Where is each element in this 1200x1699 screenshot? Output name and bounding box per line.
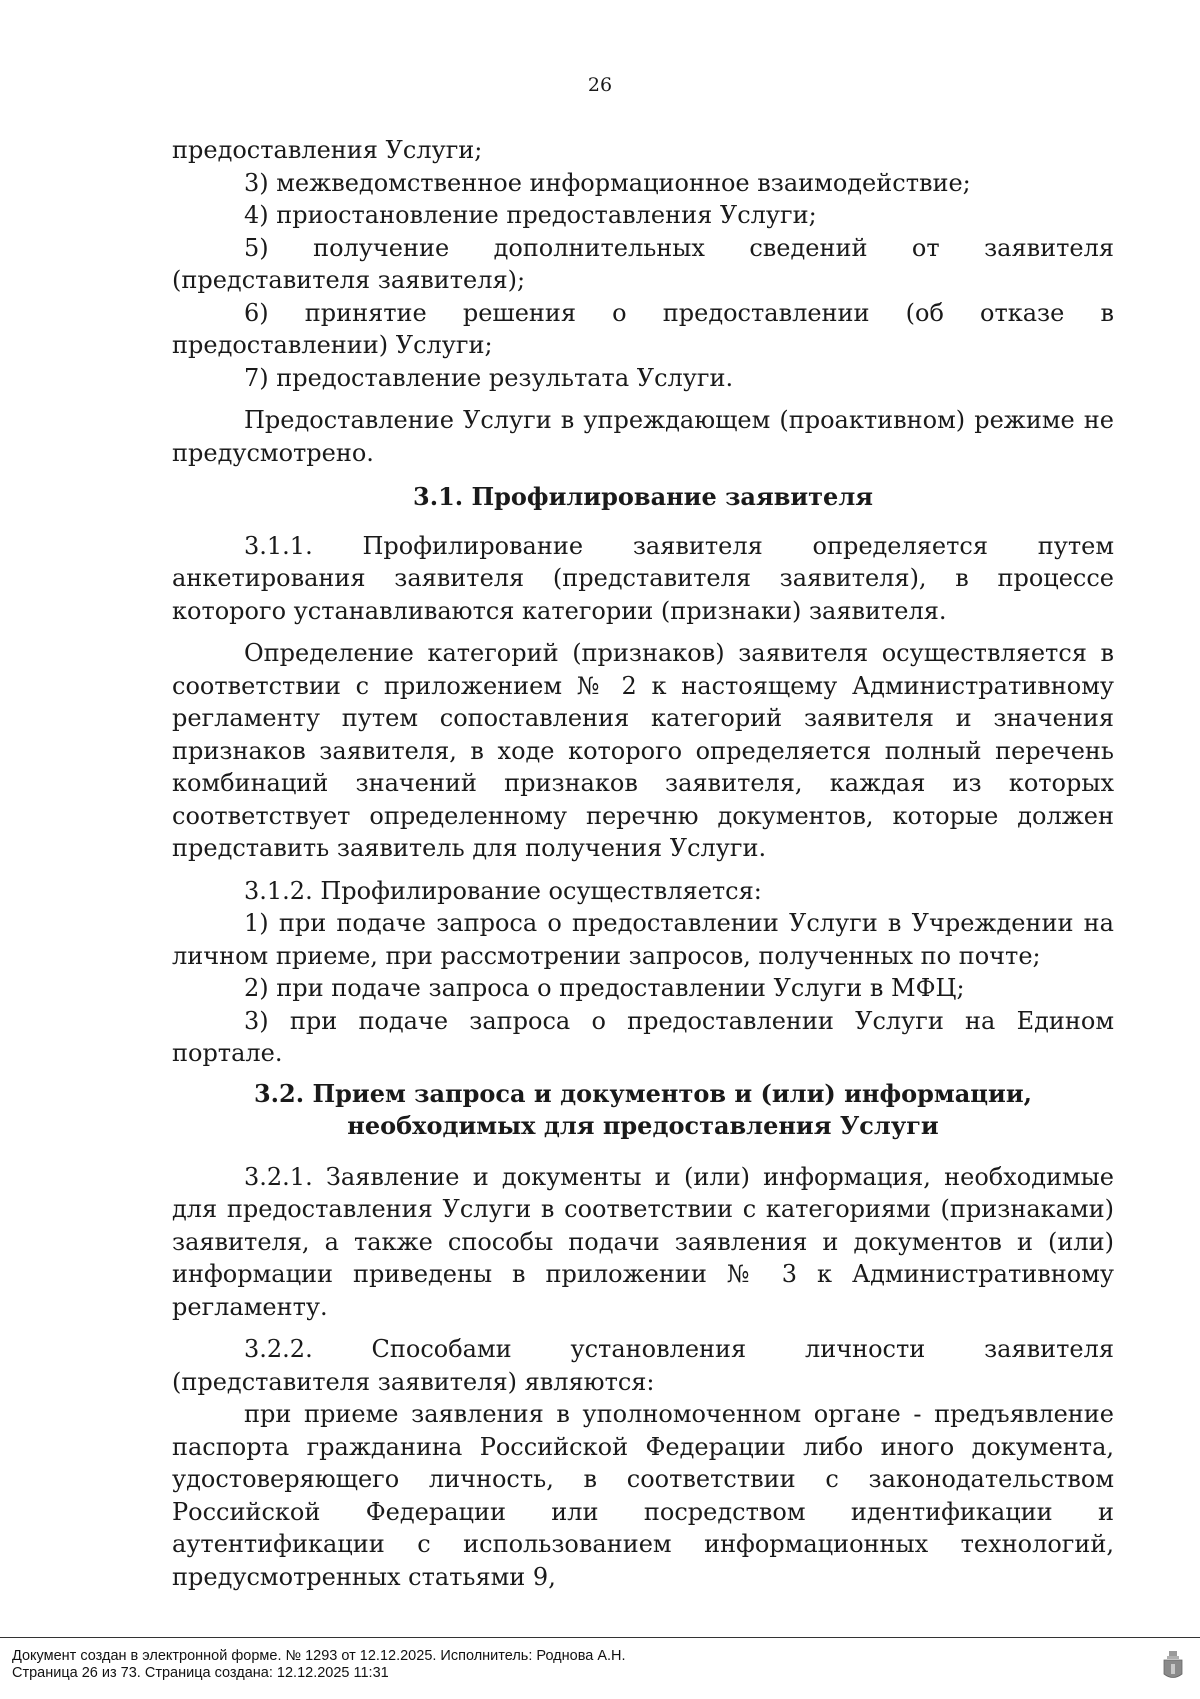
- paragraph: 3.2.2. Способами установления личности заявителя (представителя заявителя) являются:: [172, 1335, 1114, 1396]
- list-item: 6) принятие решения о предоставлении (об отказе в предоставлении) Услуги;: [172, 298, 1114, 359]
- paragraph: при приеме заявления в уполномоченном органе - предъявление паспорта гражданина Российской Федерации либо иного документа, удостоверяющего личность, в соответствии с законодательством Российской Федерации или посредством идентификации и аутентификации с использованием информационных технологий, предусмотренных статьями 9,: [172, 1400, 1114, 1591]
- footer-line-2: Страница 26 из 73. Страница создана: 12.12.2025 11:31: [12, 1665, 389, 1681]
- section-heading: 3.1. Профилирование заявителя: [413, 482, 873, 511]
- footer-line-1: Документ создан в электронной форме. № 1293 от 12.12.2025. Исполнитель: Роднова А.Н.: [12, 1648, 626, 1664]
- list-item: 3) при подаче запроса о предоставлении Услуги на Едином портале.: [172, 1006, 1114, 1067]
- paragraph: Предоставление Услуги в упреждающем (проактивном) режиме не предусмотрено.: [172, 406, 1114, 467]
- list-item: 5) получение дополнительных сведений от заявителя (представителя заявителя);: [172, 233, 1114, 294]
- list-item: 3) межведомственное информационное взаимодействие;: [244, 168, 971, 197]
- coat-of-arms-icon: [1162, 1650, 1184, 1682]
- section-heading: 3.2. Прием запроса и документов и (или) информации, необходимых для предоставления Услуги: [253, 1078, 1032, 1140]
- list-item: 2) при подаче запроса о предоставлении Услуги в МФЦ;: [244, 974, 965, 1002]
- paragraph: предоставления Услуги;: [172, 136, 483, 164]
- list-item: 4) приостановление предоставления Услуги;: [244, 201, 817, 229]
- paragraph: Определение категорий (признаков) заявителя осуществляется в соответствии с приложением № 2 к настоящему Административному регламенту путем сопоставления категорий заявителя и значения признаков заявителя, в ходе которого определяется полный перечень комбинаций значений признаков заявителя, каждая из которых соответствует определенному перечню документов, которые должен представить заявитель для получения Услуги.: [172, 639, 1114, 862]
- paragraph: 3.2.1. Заявление и документы и (или) информация, необходимые для предоставления Услуги в соответствии с категориями (признаками) заявителя, а также способы подачи заявления и документов и (или) информации приведены в приложении № 3 к Административному регламенту.: [172, 1162, 1114, 1321]
- paragraph: 3.1.2. Профилирование осуществляется:: [244, 876, 762, 905]
- list-item: 1) при подаче запроса о предоставлении Услуги в Учреждении на личном приеме, при рассмотрении запросов, полученных по почте;: [172, 909, 1114, 970]
- footer-text: [12, 1648, 626, 1682]
- document-footer: [0, 1637, 1200, 1699]
- page-number: 26: [587, 74, 613, 96]
- list-item: 7) предоставление результата Услуги.: [244, 363, 734, 392]
- paragraph: 3.1.1. Профилирование заявителя определяется путем анкетирования заявителя (представителя заявителя), в процессе которого устанавливаются категории (признаки) заявителя.: [172, 531, 1114, 625]
- document-body: [172, 134, 1114, 1593]
